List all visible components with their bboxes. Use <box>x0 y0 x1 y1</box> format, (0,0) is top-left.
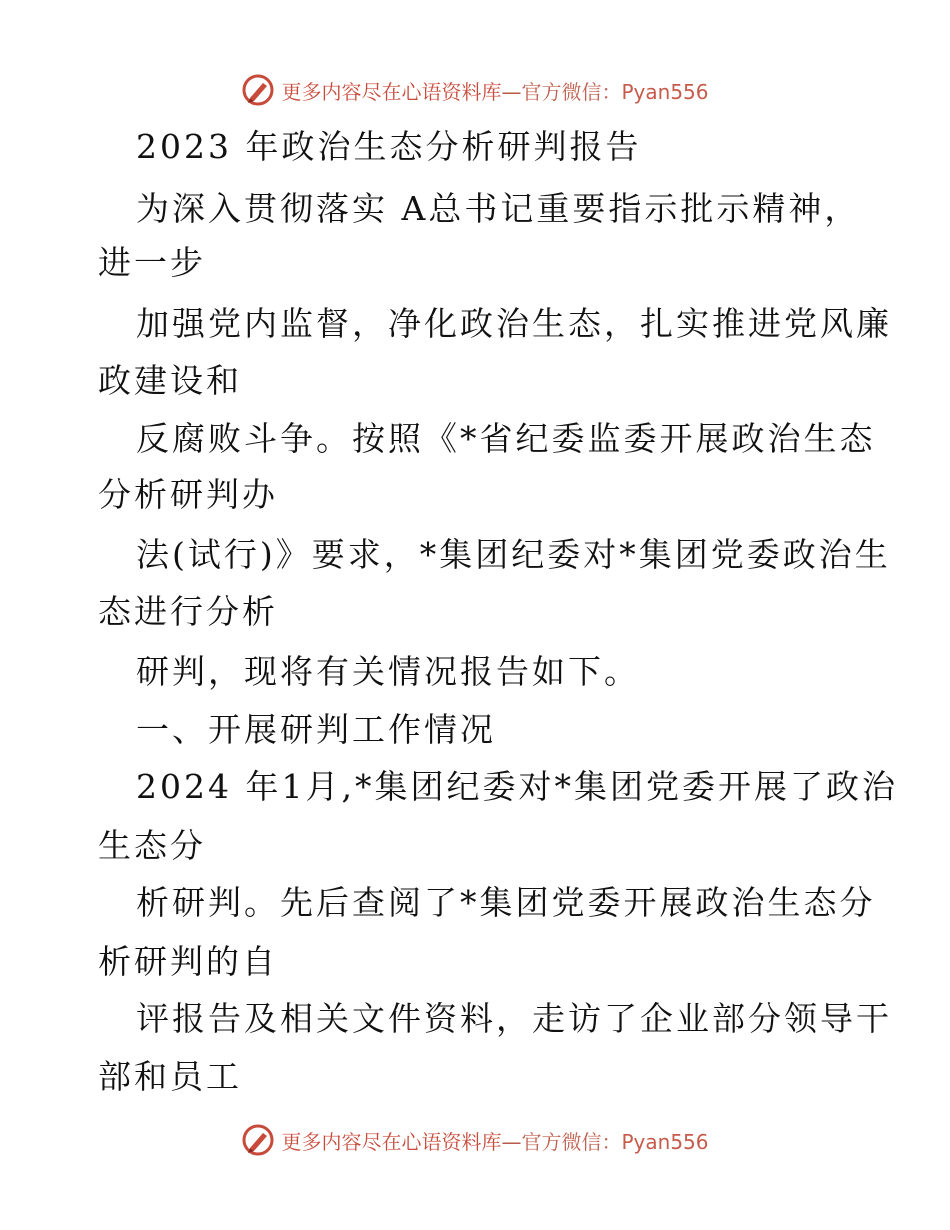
watermark-wechat-id: Pyan556 <box>621 1129 709 1154</box>
paragraph-line: 析研判。先后查阅了*集团党委开展政治生态分 <box>136 883 876 922</box>
watermark-text <box>281 1126 708 1155</box>
watermark-footer <box>0 1120 950 1160</box>
paragraph-line: 反腐败斗争。按照《*省纪委监委开展政治生态 <box>136 419 876 458</box>
watermark-site-name: 更多内容尽在心语资料库 <box>281 79 502 104</box>
paragraph-line: 部和员工 <box>98 1057 242 1096</box>
paragraph-line: 析研判的自 <box>98 942 278 981</box>
paragraph-line: 政建设和 <box>98 361 242 400</box>
pen-logo-icon <box>241 73 275 107</box>
paragraph-line: 生态分 <box>98 826 206 865</box>
watermark-label: 官方微信： <box>521 1129 622 1154</box>
paragraph-line: 为深入贯彻落实 A总书记重要指示批示精神， <box>136 189 861 228</box>
paragraph-line: 分析研判办 <box>98 475 278 514</box>
paragraph-line: 法(试行)》要求，*集团纪委对*集团党委政治生 <box>136 535 891 574</box>
paragraph-line: 进一步 <box>98 243 206 282</box>
paragraph-line: 研判，现将有关情况报告如下。 <box>136 652 640 691</box>
section-heading: 一、开展研判工作情况 <box>136 710 496 749</box>
page-title: 2023 年政治生态分析研判报告 <box>136 127 642 166</box>
watermark-text <box>281 76 708 105</box>
paragraph-line: 态进行分析 <box>98 592 278 631</box>
watermark-site-name: 更多内容尽在心语资料库 <box>281 1129 502 1154</box>
watermark-wechat-id: Pyan556 <box>621 79 709 104</box>
paragraph-line: 2024 年1月,*集团纪委对*集团党委开展了政治 <box>136 767 898 806</box>
watermark-label: 官方微信： <box>521 79 622 104</box>
watermark-header <box>0 70 950 110</box>
watermark-dash: — <box>501 1129 522 1154</box>
pen-logo-icon <box>241 1123 275 1157</box>
watermark-dash: — <box>501 79 522 104</box>
paragraph-line: 评报告及相关文件资料，走访了企业部分领导干 <box>136 999 892 1038</box>
paragraph-line: 加强党内监督，净化政治生态，扎实推进党风廉 <box>136 304 892 343</box>
